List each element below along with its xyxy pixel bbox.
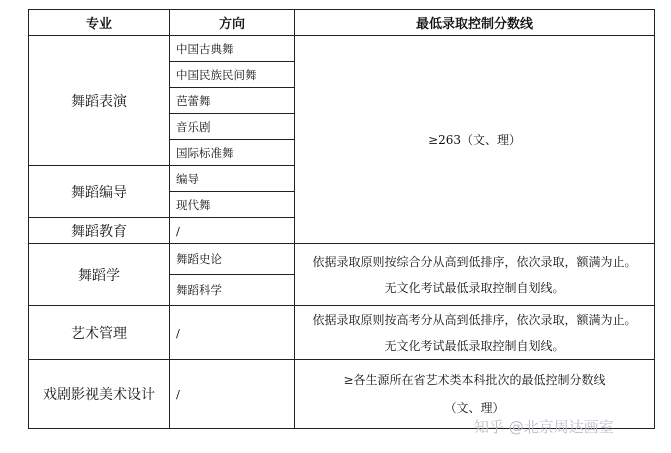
score-line: 无文化考试最低录取控制自划线。 xyxy=(384,280,565,295)
direction-cell: 舞蹈科学 xyxy=(170,275,295,306)
major-dance-education: 舞蹈教育 xyxy=(29,218,170,244)
direction-cell: 中国古典舞 xyxy=(170,36,295,62)
score-line: 无文化考试最低录取控制自划线。 xyxy=(384,338,565,353)
score-line: （文、理） xyxy=(444,401,505,415)
table-row xyxy=(29,244,655,275)
direction-cell: 现代舞 xyxy=(170,192,295,218)
major-dance-studies: 舞蹈学 xyxy=(29,244,170,306)
header-direction: 方向 xyxy=(170,10,295,36)
score-line: 依据录取原则按综合分从高到低排序，依次录取，额满为止。 xyxy=(312,254,637,269)
watermark: 知乎 @北京周达画室 xyxy=(474,418,614,436)
table-header-row xyxy=(29,10,655,36)
direction-cell: 中国民族民间舞 xyxy=(170,62,295,88)
shared-score-cell: ≥263（文、理） xyxy=(295,36,655,244)
major-dance-performance: 舞蹈表演 xyxy=(29,36,170,166)
header-score: 最低录取控制分数线 xyxy=(295,10,655,36)
major-arts-management: 艺术管理 xyxy=(29,306,170,360)
direction-cell: / xyxy=(170,218,295,244)
header-major: 专业 xyxy=(29,10,170,36)
direction-cell: 音乐剧 xyxy=(170,114,295,140)
direction-cell: 舞蹈史论 xyxy=(170,244,295,275)
direction-cell: 国际标准舞 xyxy=(170,140,295,166)
major-stage-design: 戏剧影视美术设计 xyxy=(29,360,170,429)
score-line: 依据录取原则按高考分从高到低排序，依次录取，额满为止。 xyxy=(312,312,637,327)
score-cell-arts-management xyxy=(295,306,655,360)
table-row xyxy=(29,306,655,360)
direction-cell: 芭蕾舞 xyxy=(170,88,295,114)
direction-cell: / xyxy=(170,360,295,429)
score-cell-dance-studies xyxy=(295,244,655,306)
direction-cell: 编导 xyxy=(170,166,295,192)
admission-score-table xyxy=(28,9,655,429)
score-line: ≥各生源所在省艺术类本科批次的最低控制分数线 xyxy=(343,373,606,387)
table-row xyxy=(29,36,655,62)
direction-cell: / xyxy=(170,306,295,360)
major-dance-choreography: 舞蹈编导 xyxy=(29,166,170,218)
